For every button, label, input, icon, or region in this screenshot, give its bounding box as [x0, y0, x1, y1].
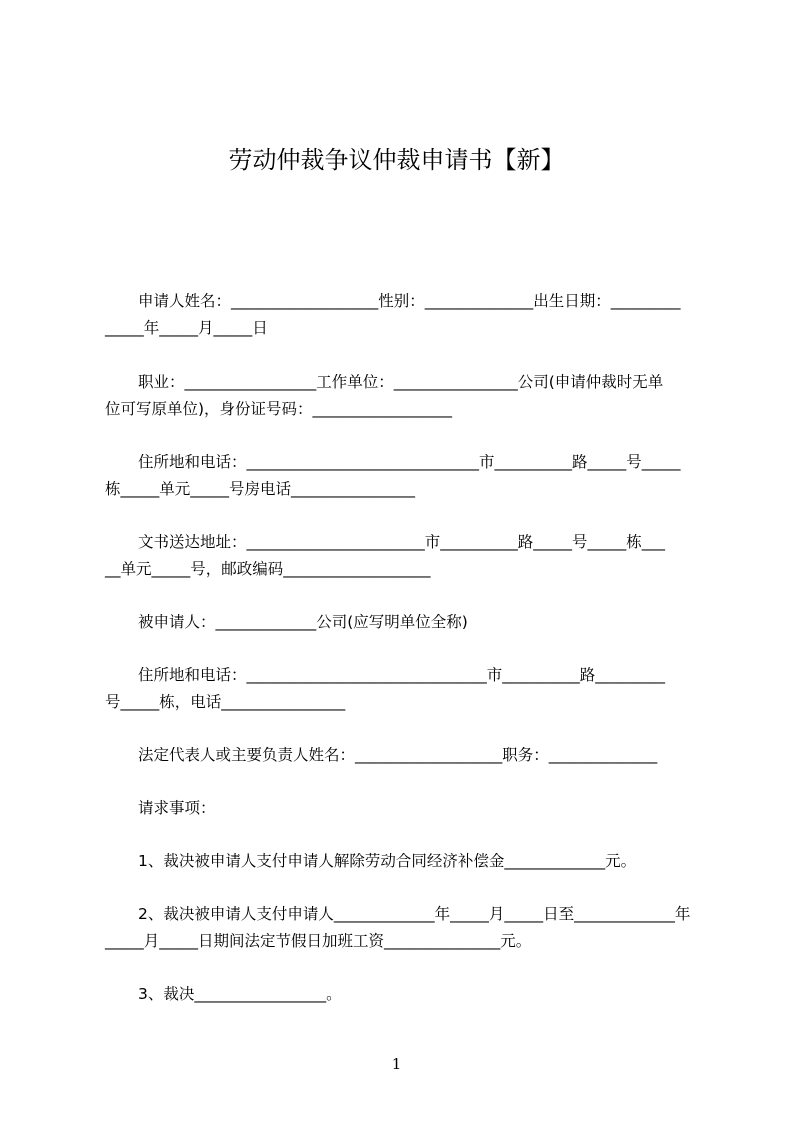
request-item-1: 1、裁决被申请人支付申请人解除劳动合同经济补偿金_____________元。: [138, 852, 637, 870]
requests-heading: 请求事项：: [138, 799, 216, 817]
page-number: 1: [391, 1055, 402, 1073]
legal-representative-line: 法定代表人或主要负责人姓名：___________________职务：______________: [138, 746, 658, 764]
request-item-2-line-2: _____月_____日期间法定节假日加班工资_______________元。: [105, 932, 532, 950]
request-item-2-line-1: 2、裁决被申请人支付申请人_____________年_____月_____日至_____________年: [138, 905, 691, 923]
applicant-birth-line: _____年_____月_____日: [105, 319, 268, 337]
respondent-line: 被申请人：_____________公司(应写明单位全称): [138, 613, 468, 631]
id-number-line: 位可写原单位)，身份证号码：__________________: [105, 400, 453, 418]
document-title: 劳动仲裁争议仲裁申请书【新】: [228, 146, 565, 174]
applicant-address-line: 住所地和电话：______________________________市__________路_____号_____: [138, 453, 681, 471]
respondent-address-line: 住所地和电话：_______________________________市__________路_________: [138, 666, 666, 684]
request-item-3: 3、裁决_________________。: [138, 985, 342, 1003]
applicant-phone-line: 栋_____单元_____号房电话________________: [105, 480, 416, 498]
occupation-line: 职业：_________________工作单位：________________公司(申请仲裁时无单: [138, 373, 664, 391]
postcode-line: __单元_____号，邮政编码___________________: [105, 560, 431, 578]
respondent-phone-line: 号_____栋，电话________________: [105, 693, 346, 711]
delivery-address-line: 文书送达地址：_______________________市__________路_____号_____栋___: [138, 533, 666, 551]
applicant-name-line: 申请人姓名：___________________性别：______________出生日期：_________: [138, 292, 681, 310]
